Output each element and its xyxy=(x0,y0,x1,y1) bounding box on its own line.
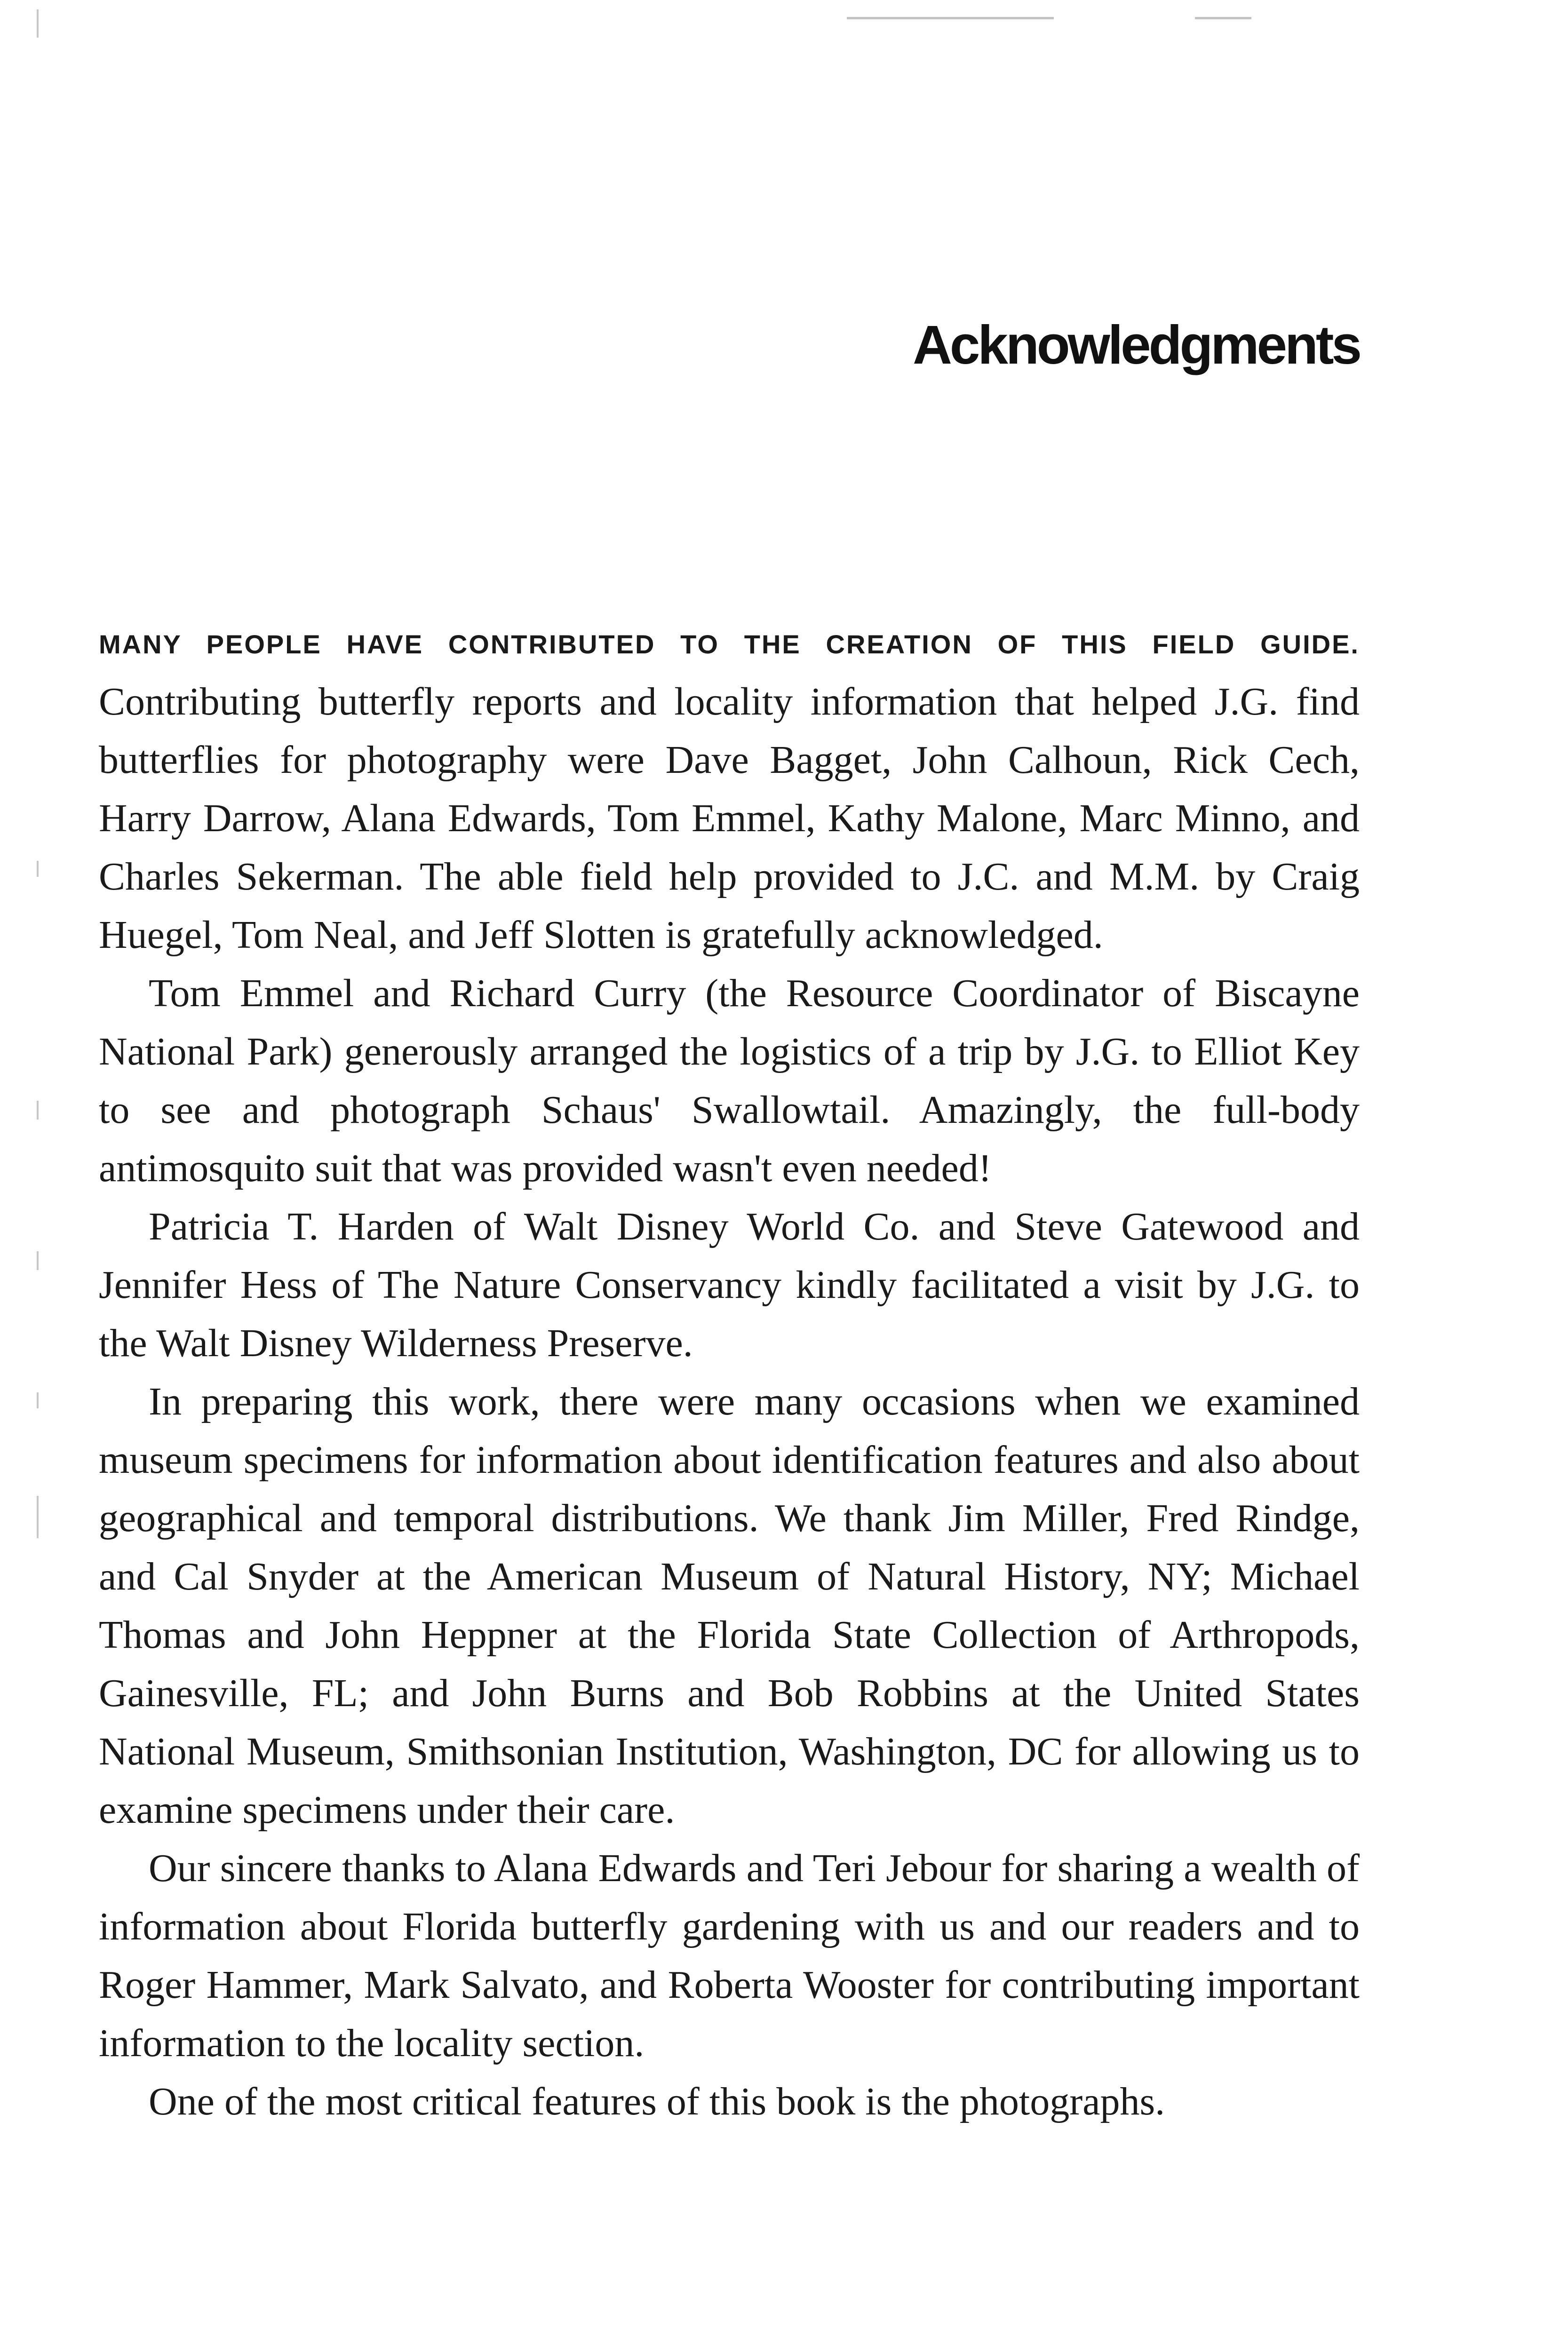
paragraph-text: Contributing butterfly reports and locality information that helped J.G. find butterflies for photography were Dave Bagget, John Calhoun, Rick Cech, Harry Darrow, Alana Edwards, Tom Emmel, Kathy Malone, Marc Minno, and Charles Sekerman. The able field help provided to J.C. and M.M. by Craig Huegel, Tom Neal, and Jeff Slotten is gratefully acknowledged. xyxy=(99,680,1360,957)
margin-mark xyxy=(37,1251,39,1270)
scan-artifact-line xyxy=(1195,17,1251,19)
paragraph xyxy=(99,616,1360,964)
margin-mark xyxy=(37,9,39,38)
lead-in-caps: MANY PEOPLE HAVE CONTRIBUTED TO THE CREATION OF THIS FIELD GUIDE. xyxy=(99,629,1360,659)
margin-mark xyxy=(37,861,39,877)
margin-mark xyxy=(37,1496,39,1538)
scan-artifact-line xyxy=(847,17,1054,19)
paragraph: Tom Emmel and Richard Curry (the Resource Coordinator of Biscayne National Park) generously arranged the logistics of a trip by J.G. to Elliot Key to see and photograph Schaus' Swallowtail. Amazingly, the full-body antimosquito suit that was provided wasn't even needed! xyxy=(99,971,1360,1190)
paragraph: Patricia T. Harden of Walt Disney World Co. and Steve Gatewood and Jennifer Hess of The Nature Conservancy kindly facilitated a visit by J.G. to the Walt Disney Wilderness Preserve. xyxy=(99,1205,1360,1365)
acknowledgments-body xyxy=(99,616,1360,2131)
paragraph: In preparing this work, there were many occasions when we examined museum specimens for information about identification features and also about geographical and temporal distributions. We thank Jim Miller, Fred Rindge, and Cal Snyder at the American Museum of Natural History, NY; Michael Thomas and John Heppner at the Florida State Collection of Arthropods, Gainesville, FL; and John Burns and Bob Robbins at the United States National Museum, Smithsonian Institution, Washington, DC for allowing us to examine specimens under their care. xyxy=(99,1380,1360,1832)
margin-mark xyxy=(37,1101,39,1120)
margin-mark xyxy=(37,1392,39,1408)
paragraph: One of the most critical features of this book is the photographs. xyxy=(149,2080,1165,2123)
paragraph: Our sincere thanks to Alana Edwards and Teri Jebour for sharing a wealth of information about Florida butterfly gardening with us and our readers and to Roger Hammer, Mark Salvato, and Roberta Wooster for contributing important information to the locality section. xyxy=(99,1846,1360,2065)
page-title: Acknowledgments xyxy=(913,314,1360,375)
